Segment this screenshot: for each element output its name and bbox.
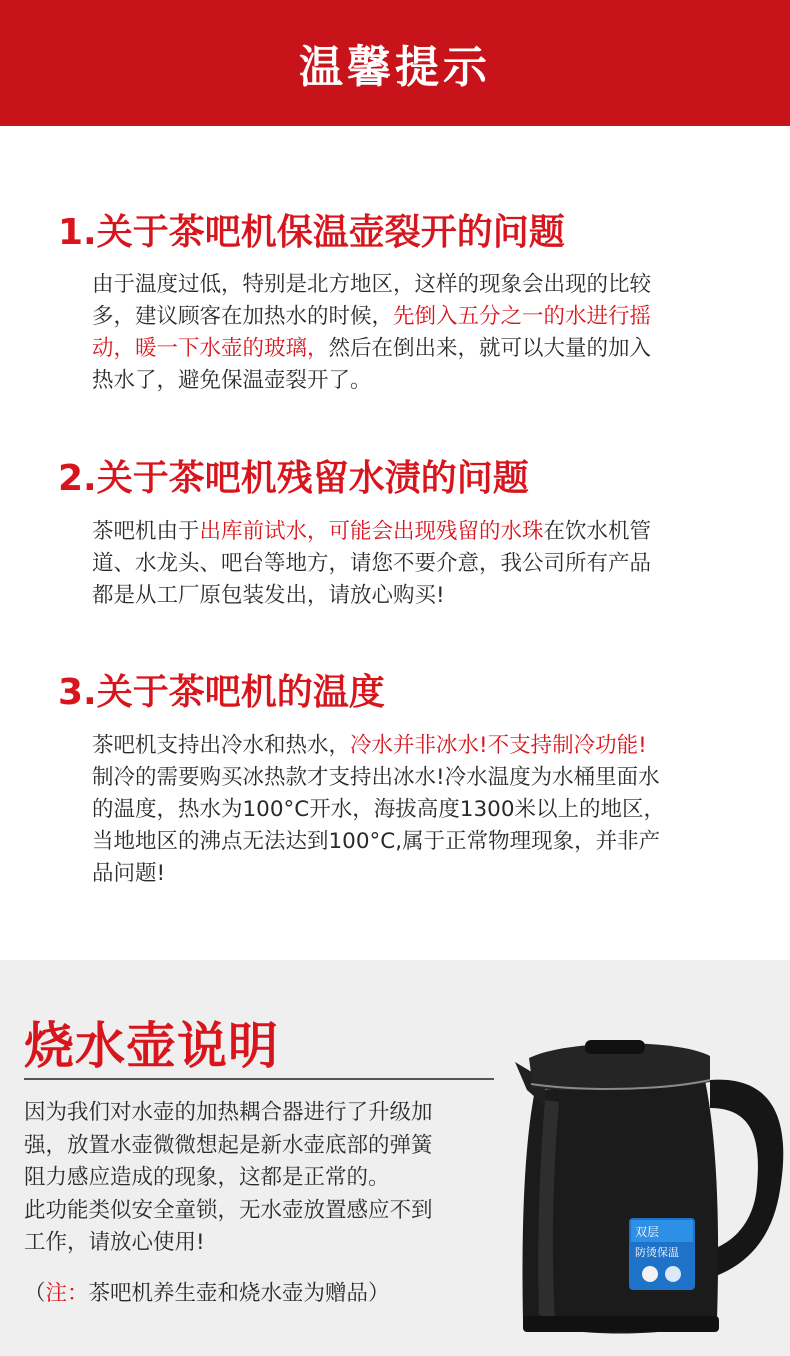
body-text: 茶吧机由于: [92, 519, 200, 544]
body-text: 都是从工厂原包装发出，请放心购买!: [92, 583, 445, 608]
text-line: [92, 826, 732, 858]
body-text: 茶吧机支持出冷水和热水，: [92, 733, 351, 758]
text-line: [92, 301, 732, 333]
page-title: 温馨提示: [299, 42, 491, 93]
text-line: 因为我们对水壶的加热耦合器进行了升级加: [24, 1100, 433, 1125]
section-body: [92, 730, 732, 890]
highlight-text: 冷水并非冰水!不支持制冷功能!: [350, 733, 647, 758]
body-text: 制冷的需要购买冰热款才支持出冰水!冷水温度为水桶里面水: [92, 765, 660, 790]
kettle-description: [24, 1097, 504, 1260]
text-line: [92, 333, 732, 365]
section-title: 2.关于茶吧机残留水渍的问题: [58, 458, 529, 499]
section-body: [92, 516, 732, 612]
highlight-text: 先倒入五分之一的水进行摇: [393, 304, 652, 329]
text-line: [92, 580, 732, 612]
body-text: 然后在倒出来，就可以大量的加入: [328, 336, 652, 361]
body-text: 热水了，避免保温壶裂开了。: [92, 368, 372, 393]
body-text: 道、水龙头、吧台等地方，请您不要介意，我公司所有产品: [92, 551, 652, 576]
highlight-text: 出库前试水，可能会出现残留的水珠: [199, 519, 544, 544]
section-body: [92, 269, 732, 397]
note-text: 茶吧机养生壶和烧水壶为赠品: [88, 1281, 369, 1306]
note-label: 注：: [45, 1281, 89, 1306]
text-line: [92, 548, 732, 580]
note-paren-open: （: [24, 1281, 46, 1306]
section-title: 3.关于茶吧机的温度: [58, 672, 385, 713]
text-line: 此功能类似安全童锁，无水壶放置感应不到: [24, 1197, 433, 1223]
sticker-line2: 防烫保温: [635, 1246, 679, 1259]
highlight-text: 动，暖一下水壶的玻璃，: [92, 336, 329, 361]
body-text: 多，建议顾客在加热水的时候，: [92, 304, 394, 329]
text-line: [92, 365, 732, 397]
body-text: 品问题!: [92, 861, 166, 886]
text-line: [92, 858, 732, 890]
body-text: 当地地区的沸点无法达到100°C,属于正常物理现象，并非产: [92, 829, 661, 854]
body-text: 的温度，热水为100°C开水，海拔高度1300米以上的地区，: [92, 797, 666, 822]
text-line: [92, 516, 732, 548]
kettle-image: [505, 1020, 790, 1350]
text-line: [92, 762, 732, 794]
section-title: 1.关于茶吧机保温壶裂开的问题: [58, 212, 565, 253]
gift-note: [24, 1276, 390, 1307]
text-line: 强，放置水壶微微想起是新水壶底部的弹簧: [24, 1132, 433, 1158]
sticker-line1: 双层: [635, 1225, 660, 1239]
text-line: [92, 794, 732, 826]
note-paren-close: ）: [368, 1281, 390, 1306]
kettle-base: [523, 1316, 719, 1332]
text-line: [92, 269, 732, 301]
text-line: [92, 730, 732, 762]
text-line: 工作，请放心使用!: [24, 1230, 205, 1255]
header-banner: [0, 0, 790, 126]
text-line: 阻力感应造成的现象，这都是正常的。: [24, 1165, 390, 1190]
kettle-title: 烧水壶说明: [24, 1017, 279, 1075]
body-text: 由于温度过低，特别是北方地区，这样的现象会出现的比较: [92, 272, 652, 297]
divider: [24, 1078, 494, 1080]
body-text: 在饮水机管: [543, 519, 652, 544]
